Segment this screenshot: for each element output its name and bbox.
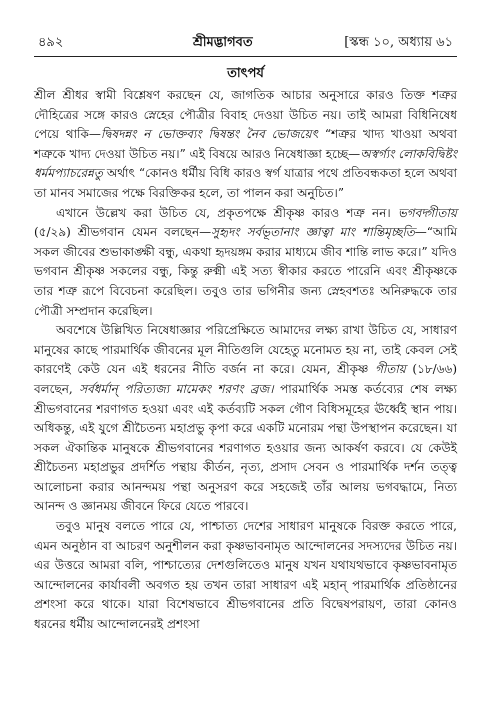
paragraph (34, 517, 457, 635)
page-number: ৪৯২ (38, 35, 64, 50)
text-run: “শত্রুর খাদ্য খাওয়া অথবা শত্রুকে খাদ্য দেওয়া উচিত নয়।” এই বিষয়ে আরও নিষেধাজ্ঞা হচ্ছে— (34, 127, 457, 161)
text-run: শ্রীল শ্রীধর স্বামী বিশ্লেষণ করছেন যে, জাগতিক আচার অনুসারে কারও তিক্ত শত্রুর দৌহিত্রের সঙ্গে কারও স্নেহের পৌত্রীর বিবাহ দেওয়া উচিত নয়। তাই আমরা বিধিনিষেধ পেয়ে থাকি— (34, 88, 457, 142)
section-title: তাৎপর্য (227, 66, 264, 81)
book-title: শ্রীমদ্ভাগবত (193, 35, 253, 50)
text-run: তবুও মানুষ বলতে পারে যে, পাশ্চাত্য দেশের সাধারণ মানুষকে বিরক্ত করতে পারে, এমন অনুষ্ঠান বা আচরণ অনুশীলন করা কৃষ্ণভাবনামৃত আন্দোলনের সদস্যদের উচিত নয়। এর উত্তরে আমরা বলি, পাশ্চাত্যের দেশগুলিতেও মানুষ যখন যথাযথভাবে কৃষ্ণভাবনামৃত আন্দোলনের কার্যাবলী অবগত হয় তখন তারা সাধারণ এই মহান্ পারমার্থিক প্রতিষ্ঠানের প্রশংসা করে থাকে। যারা বিশেষভাবে শ্রীভগবানের প্রতি বিদ্বেষপরায়ণ, তারা কোনও ধরনের ধর্মীয় আন্দোলনেরই প্রশংসা (34, 519, 457, 632)
paragraph (34, 321, 457, 517)
italic-quote: দ্বিষদন্নং ন ভোক্তব্যং দ্বিষন্তং নৈব ভোজয়েৎ (100, 127, 318, 142)
chapter-reference: [স্কন্ধ ১০, অধ্যায় ৬১ (344, 35, 453, 50)
text-run: অবশেষে উল্লিখিত নিষেধাজ্ঞার পরিপ্রেক্ষিতে আমাদের লক্ষ্য রাখা উচিত যে, সাধারণ মানুষের কাছে পারমার্থিক জীবনের মূল নীতিগুলি যেহেতু মনোমত হয় না, তাই কেবল সেই কারণেই কেউ যেন এই ধরনের নীতি বর্জন না করে। যেমন, শ্রীকৃষ্ণ (34, 323, 457, 377)
page-header (38, 32, 453, 54)
text-run: এখানে উল্লেখ করা উচিত যে, প্রকৃতপক্ষে শ্রীকৃষ্ণ কারও শত্রু নন। (56, 205, 398, 220)
paragraph (34, 86, 457, 204)
italic-quote: গীতায় (374, 362, 406, 377)
header-rule (34, 56, 457, 57)
text-run: (১৮/৬৬) বলছেন, (34, 362, 457, 396)
italic-quote: সুহৃদং সর্বভূতানাং জ্ঞাত্বা মাং শান্তিমৃচ্ছতি (211, 225, 415, 240)
body-text (34, 86, 457, 635)
italic-quote: ভগবদ্গীতায় (397, 205, 457, 220)
italic-quote: সর্বধর্মান্ পরিত্যজ্য মামেকং শরণং ব্রজ। (79, 381, 274, 396)
italic-quote: অস্বর্গ্যং লোকবিদ্বিষ্টং ধর্মমপ্যাচরেন্নতু (34, 146, 457, 181)
text-run: —“আমি সকল জীবের শুভাকাঙ্ক্ষী বন্ধু, একথা হৃদয়ঙ্গম করার মাধ্যমে জীব শান্তি লাভ করে।” যদিও ভগবান শ্রীকৃষ্ণ সকলের বন্ধু, কিন্তু রুক্মী এই সত্য স্বীকার করতে পারেনি এবং শ্রীকৃষ্ণকে তার শত্রু রূপে বিবেচনা করেছিল। তবুও তার ভগিনীর জন্য স্নেহবশতঃ অনিরুদ্ধকে তার পৌত্রী সম্প্রদান করেছিল। (34, 225, 457, 318)
text-run: অর্থাৎ “কোনও ধর্মীয় বিধি কারও স্বর্গ যাত্রার পথে প্রতিবন্ধকতা হলে অথবা তা মানব সমাজের পক্ষে বিরক্তিকর হলে, তা পালন করা অনুচিত।” (34, 166, 457, 200)
text-run: পারমার্থিক সমস্ত কর্তব্যের শেষ লক্ষ্য শ্রীভগবানের শরণাগত হওয়া এবং এই কর্তব্যটি সকল গৌণ বিধিসমূহের ঊর্ধ্বেই স্থান পায়। অধিকন্তু, এই যুগে শ্রীচৈতন্য মহাপ্রভু কৃপা করে একটি মনোরম পন্থা উপস্থাপন করেছেন। যা সকল ঐকান্তিক মানুষকে শ্রীভগবানের শরণাগত হওয়ার জন্য আকর্ষণ করবে। যে কেউই শ্রীচৈতন্য মহাপ্রভুর প্রদর্শিত পন্থায় কীর্তন, নৃত্য, প্রসাদ সেবন ও পারমার্থিক দর্শন তত্ত্ব আলোচনা করার আনন্দময় পন্থা অনুসরণ করে সহজেই তাঁর আলয় ভগবদ্ধামে, নিত্য আনন্দ ও জ্ঞানময় জীবনে ফিরে যেতে পারবে। (34, 381, 457, 514)
text-run: (৫/২৯) শ্রীভগবান যেমন বলছেন— (34, 225, 212, 240)
paragraph (34, 204, 457, 322)
